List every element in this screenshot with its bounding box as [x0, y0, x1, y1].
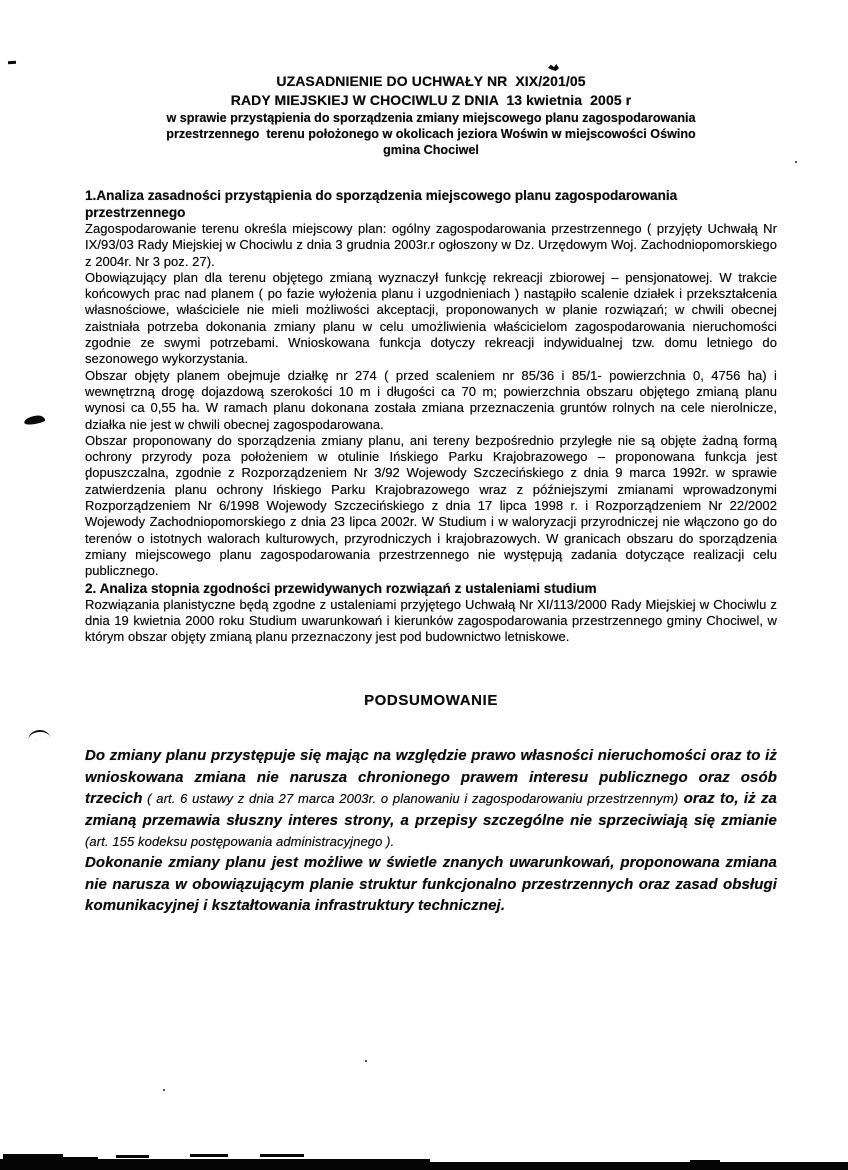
scan-artifact-bottom-dash — [260, 1154, 304, 1157]
header-title-line1: UZASADNIENIE DO UCHWAŁY NR XIX/201/05 — [276, 73, 586, 89]
scan-artifact-bottom-bar — [0, 1162, 848, 1170]
section2-heading: 2. Analiza stopnia zgodności przewidywanych rozwiązań z ustaleniami studium — [85, 580, 597, 596]
header-subject-line2: przestrzennego terenu położonego w okolicach jeziora Woświn w miejscowości Oświno — [166, 127, 696, 141]
document-content — [85, 72, 777, 917]
scan-artifact-bottom-bar-bump — [690, 1160, 720, 1164]
section1-paragraph-3: Obszar objęty planem obejmuje działkę nr 274 ( przed scaleniem nr 85/36 i 85/1- powierzchnia 0, 4756 ha) i wewnętrzną drogę dojazdową szerokości 10 m i długości ca 70 m; powierzchnia obszaru objętego zmianą planu wynosi ca 0,55 ha. W ramach planu dokonana została zmiana przeznaczenia gruntów rolnych na cele nierolnicze, działka nie jest w chwili obecnej zagospodarowana. — [85, 367, 777, 432]
scan-speck — [163, 1089, 165, 1091]
scan-speck — [795, 161, 797, 163]
summary-legal-ref-1: ( art. 6 ustawy z dnia 27 marca 2003r. o planowaniu i zagospodarowaniu przestrzennym) — [142, 791, 679, 807]
header-title-line2: RADY MIEJSKIEJ W CHOCIWLU Z DNIA 13 kwietnia 2005 r — [230, 92, 632, 108]
scan-artifact-bottom-dash — [190, 1154, 228, 1157]
summary-paragraph-1 — [85, 745, 777, 852]
section1-paragraph-4: Obszar proponowany do sporządzenia zmiany planu, ani tereny bezpośrednio przyległe nie są objęte żadną formą ochrony przyrody poza położeniem w otulinie Ińskiego Parku Krajobrazowego – proponowana funkcja jest dopuszczalna, zgodnie z Rozporządzeniem Nr 3/92 Wojewody Szczecińskiego z dnia 9 marca 1992r. w sprawie zatwierdzenia planu ochrony Ińskiego Parku Krajobrazowego wraz z późniejszymi zmianami wprowadzonymi Rozporządzeniem Nr 6/1998 Wojewody Szczecińskiego z dnia 17 lipca 1998 r. i Rozporządzeniem Nr 22/2002 Wojewody Zachodniopomorskiego z dnia 23 lipca 2002r. W Studium i w waloryzacji przyrodniczej nie włączono go do terenów o istotnych walorach kulturowych, przyrodniczych i krajobrazowych. W granicach obszaru do sporządzenia zmiany miejscowego planu zagospodarowania przestrzennego nie występują zadania dotyczące realizacji celu publicznego. — [85, 432, 777, 579]
scan-artifact-top-dash — [8, 61, 16, 65]
header-subject-line1: w sprawie przystąpienia do sporządzenia zmiany miejscowego planu zagospodarowania — [166, 111, 696, 125]
summary-text-1: Do zmiany planu przystępuje się mając na względzie prawo własności nieruchomości oraz to iż wnioskowana zmiana nie narusza chronionego prawem interesu publicznego oraz osób trzecich — [85, 747, 777, 808]
header-subject-line3: gmina Chociwel — [383, 143, 479, 157]
summary-paragraph-2: Dokonanie zmiany planu jest możliwe w świetle znanych uwarunkowań, proponowana zmiana nie narusza w obowiązującym planie struktur funkcjonalno przestrzennych oraz zasad obsługi komunikacyjnej i kształtowania infrastruktury technicznej. — [85, 854, 777, 915]
scan-artifact-margin-curve — [28, 729, 51, 740]
scan-artifact-margin-blob — [24, 414, 46, 425]
summary-text-2: oraz to, iż za zmianą przemawia słuszny interes strony, a przepisy szczególne nie sprzeciwiają się zmianie — [85, 790, 777, 829]
section1-paragraph-2: Obowiązujący plan dla terenu objętego zmianą wyznaczył funkcję rekreacji zbiorowej – pensjonatowej. W trakcie końcowych prac nad planem ( po fazie wyłożenia planu i uzgodnieniach ) nastąpiło scalenie działek i przekształcenia własnościowe, właściciele nie mieli możliwości akceptacji, proponowanych w planie rozwiązań; w chwili obecnej zaistniała potrzeba dokonania zmiany planu w celu umożliwienia właścicielom zagospodarowania nieruchomości zgodnie ze swymi potrzebami. Wnioskowana funkcja dotyczy rekreacji indywidualnej tzw. domu letniego do sezonowego wykorzystania. — [85, 269, 777, 367]
section1-paragraph-1: Zagospodarowanie terenu określa miejscowy plan: ogólny zagospodarowania przestrzennego ( przyjęty Uchwałą Nr IX/93/03 Rady Miejskiej w Chociwlu z dnia 3 grudnia 2003r.r ogłoszony w Dz. Urzędowym Woj. Zachodniopomorskiego z 2004r. Nr 3 poz. 27). — [85, 221, 777, 269]
summary-heading: PODSUMOWANIE — [364, 692, 498, 710]
scan-speck — [365, 1060, 367, 1062]
section2-paragraph-1: Rozwiązania planistyczne będą zgodne z ustaleniami przyjętego Uchwałą Nr XI/113/2000 Rady Miejskiej w Chociwlu z dnia 19 kwietnia 2000 roku Studium uwarunkowań i kierunków zagospodarowania przestrzennego gminy Chociwel, w którym obszar objęty zmianą planu przeznaczony jest pod budownictwo letniskowe. — [85, 596, 777, 645]
scan-artifact-smudge — [548, 64, 559, 71]
scan-artifact-bottom-dash — [116, 1155, 149, 1158]
summary-legal-ref-2: (art. 155 kodeksu postępowania administracyjnego ). — [85, 834, 395, 850]
document-header — [85, 72, 777, 158]
section1-heading: 1.Analiza zasadności przystąpienia do sporządzenia miejscowego planu zagospodarowania przestrzennego — [85, 188, 678, 220]
